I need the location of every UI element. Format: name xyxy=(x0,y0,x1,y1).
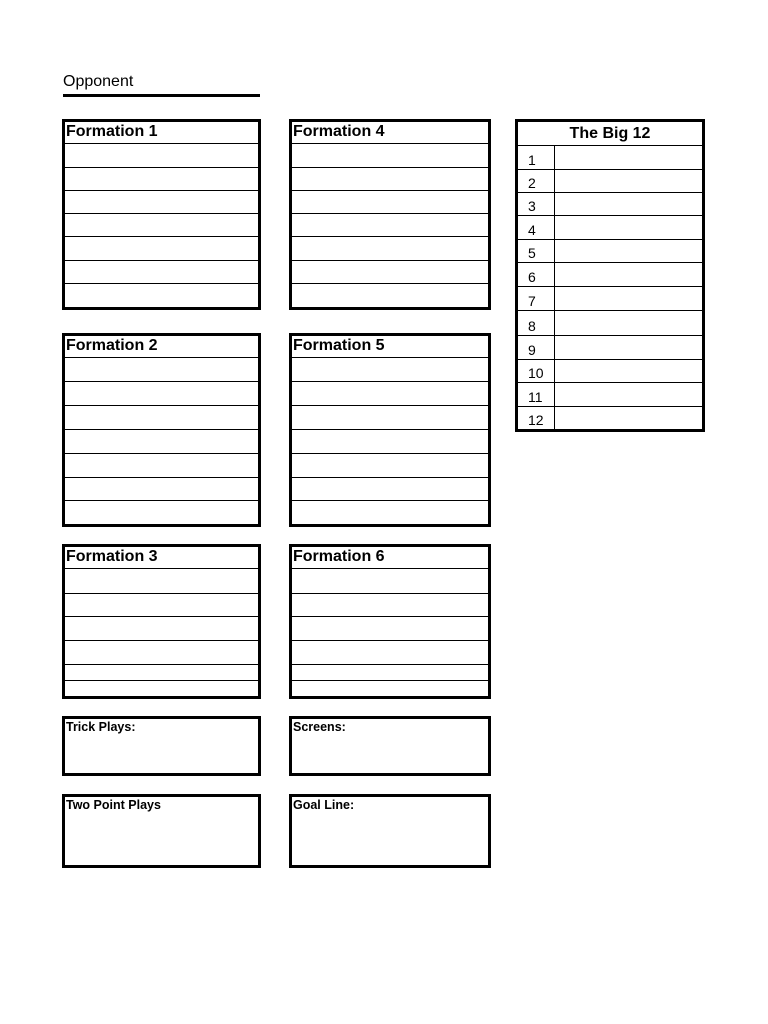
formation-3-row[interactable] xyxy=(65,665,258,681)
big-12-number: 1 xyxy=(518,146,555,169)
formation-3-row[interactable] xyxy=(65,617,258,641)
formation-4-row[interactable] xyxy=(292,261,488,284)
big-12-cell[interactable] xyxy=(555,336,702,359)
formation-6-row[interactable] xyxy=(292,665,488,681)
big-12-row[interactable] xyxy=(518,360,702,383)
big-12-cell[interactable] xyxy=(555,383,702,406)
formation-1-title: Formation 1 xyxy=(65,122,258,144)
big-12-row[interactable] xyxy=(518,170,702,193)
formation-4-title: Formation 4 xyxy=(292,122,488,144)
formation-5-row[interactable] xyxy=(292,430,488,454)
big-12-cell[interactable] xyxy=(555,216,702,239)
formation-5-title: Formation 5 xyxy=(292,336,488,358)
formation-4-row[interactable] xyxy=(292,237,488,261)
formation-5-row[interactable] xyxy=(292,501,488,524)
big-12-number: 6 xyxy=(518,263,555,286)
opponent-label: Opponent xyxy=(63,73,134,90)
formation-6-row[interactable] xyxy=(292,641,488,665)
big-12-cell[interactable] xyxy=(555,407,702,429)
two-point-plays-box[interactable] xyxy=(62,794,261,868)
formation-2-row[interactable] xyxy=(65,478,258,501)
big-12-row[interactable] xyxy=(518,263,702,287)
formation-2-row[interactable] xyxy=(65,454,258,478)
formation-4-box xyxy=(289,119,491,310)
big-12-number: 2 xyxy=(518,170,555,192)
big-12-cell[interactable] xyxy=(555,240,702,262)
formation-3-row[interactable] xyxy=(65,681,258,696)
formation-5-row[interactable] xyxy=(292,358,488,382)
big-12-cell[interactable] xyxy=(555,311,702,335)
formation-6-row[interactable] xyxy=(292,617,488,641)
formation-4-row[interactable] xyxy=(292,191,488,214)
big-12-row[interactable] xyxy=(518,407,702,429)
formation-2-row[interactable] xyxy=(65,382,258,406)
formation-5-row[interactable] xyxy=(292,478,488,501)
formation-5-row[interactable] xyxy=(292,382,488,406)
big-12-number: 11 xyxy=(518,383,555,406)
big-12-cell[interactable] xyxy=(555,146,702,169)
big-12-number: 5 xyxy=(518,240,555,262)
big-12-row[interactable] xyxy=(518,240,702,263)
formation-2-box xyxy=(62,333,261,527)
big-12-number: 10 xyxy=(518,360,555,382)
goal-line-label: Goal Line: xyxy=(293,798,355,812)
big-12-number: 7 xyxy=(518,287,555,310)
big-12-number: 12 xyxy=(518,407,555,429)
screens-label: Screens: xyxy=(293,720,346,734)
formation-3-row[interactable] xyxy=(65,594,258,617)
formation-1-row[interactable] xyxy=(65,214,258,237)
formation-6-title: Formation 6 xyxy=(292,547,488,569)
opponent-field[interactable] xyxy=(63,72,260,97)
big-12-cell[interactable] xyxy=(555,287,702,310)
formation-6-row[interactable] xyxy=(292,594,488,617)
formation-6-box xyxy=(289,544,491,699)
formation-5-row[interactable] xyxy=(292,454,488,478)
formation-4-row[interactable] xyxy=(292,168,488,191)
big-12-table xyxy=(515,119,705,432)
big-12-number: 4 xyxy=(518,216,555,239)
big-12-row[interactable] xyxy=(518,287,702,311)
formation-2-row[interactable] xyxy=(65,406,258,430)
screens-box[interactable] xyxy=(289,716,491,776)
formation-6-row[interactable] xyxy=(292,681,488,696)
big-12-cell[interactable] xyxy=(555,170,702,192)
big-12-row[interactable] xyxy=(518,336,702,360)
formation-3-row[interactable] xyxy=(65,569,258,594)
formation-2-row[interactable] xyxy=(65,501,258,524)
formation-4-row[interactable] xyxy=(292,214,488,237)
goal-line-box[interactable] xyxy=(289,794,491,868)
formation-2-title: Formation 2 xyxy=(65,336,258,358)
formation-4-row[interactable] xyxy=(292,284,488,307)
two-point-plays-label: Two Point Plays xyxy=(66,798,161,812)
formation-2-row[interactable] xyxy=(65,358,258,382)
formation-5-row[interactable] xyxy=(292,406,488,430)
trick-plays-label: Trick Plays: xyxy=(66,720,136,734)
formation-2-row[interactable] xyxy=(65,430,258,454)
formation-5-box xyxy=(289,333,491,527)
big-12-cell[interactable] xyxy=(555,193,702,215)
big-12-row[interactable] xyxy=(518,383,702,407)
formation-1-row[interactable] xyxy=(65,284,258,307)
big-12-row[interactable] xyxy=(518,193,702,216)
formation-1-row[interactable] xyxy=(65,191,258,214)
formation-1-row[interactable] xyxy=(65,261,258,284)
big-12-row[interactable] xyxy=(518,216,702,240)
big-12-title: The Big 12 xyxy=(518,122,702,146)
big-12-number: 8 xyxy=(518,311,555,335)
formation-3-row[interactable] xyxy=(65,641,258,665)
formation-3-box xyxy=(62,544,261,699)
formation-1-box xyxy=(62,119,261,310)
formation-1-row[interactable] xyxy=(65,237,258,261)
formation-4-row[interactable] xyxy=(292,144,488,168)
big-12-cell[interactable] xyxy=(555,263,702,286)
formation-6-row[interactable] xyxy=(292,569,488,594)
formation-1-row[interactable] xyxy=(65,144,258,168)
big-12-cell[interactable] xyxy=(555,360,702,382)
formation-1-row[interactable] xyxy=(65,168,258,191)
big-12-row[interactable] xyxy=(518,146,702,170)
big-12-row[interactable] xyxy=(518,311,702,336)
big-12-number: 3 xyxy=(518,193,555,215)
trick-plays-box[interactable] xyxy=(62,716,261,776)
formation-3-title: Formation 3 xyxy=(65,547,258,569)
big-12-number: 9 xyxy=(518,336,555,359)
